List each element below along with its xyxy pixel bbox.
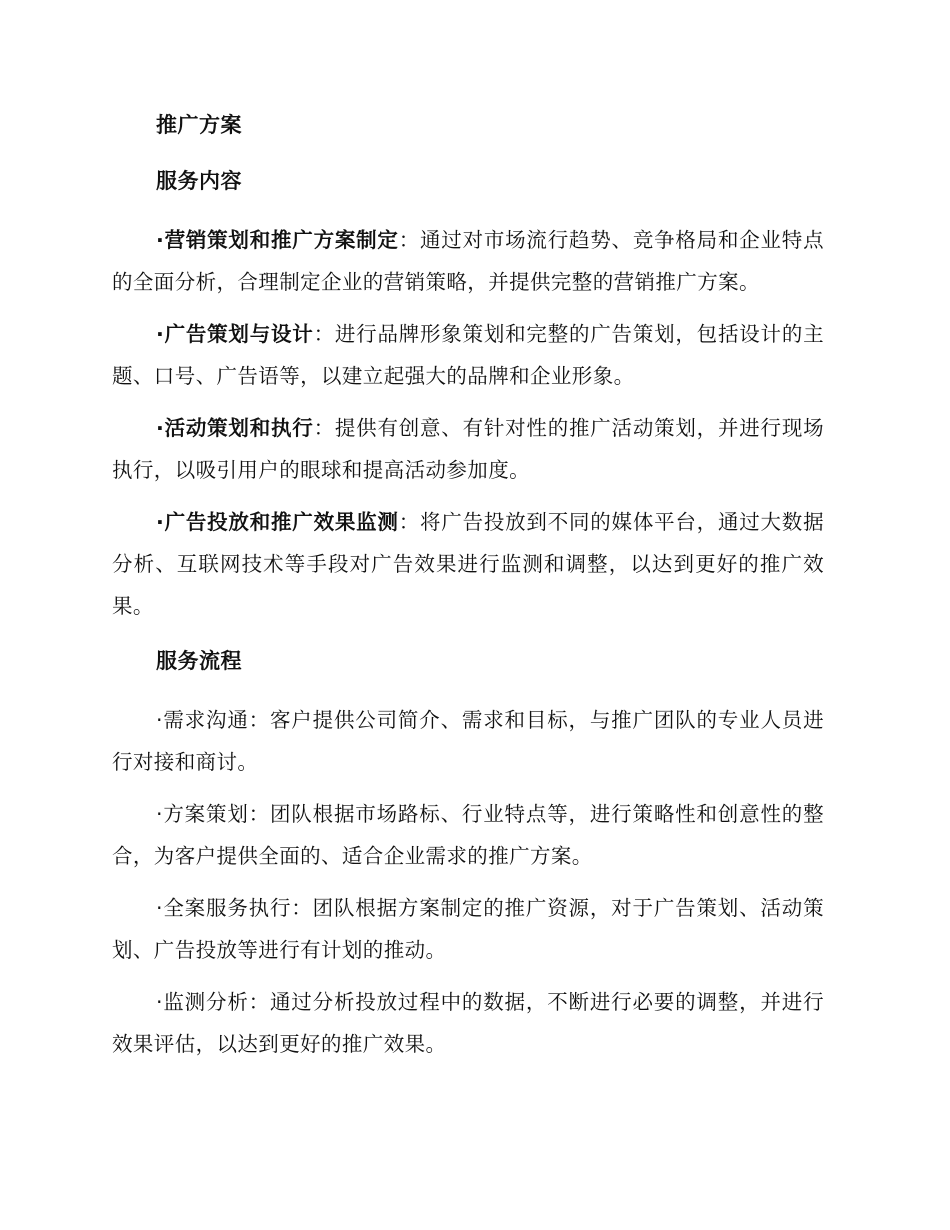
- item-colon: ：: [398, 510, 420, 534]
- bullet-marker: ·: [156, 896, 163, 920]
- list-item: [112, 407, 824, 491]
- bullet-marker: ·: [156, 510, 165, 534]
- item-colon: ：: [313, 416, 335, 440]
- section-heading-service-process: 服务流程: [156, 649, 242, 673]
- item-text: 将广告投放到不同的媒体平台，通过大数据分析、互联网技术等手段对广告效果进行监测和调整，以达到更好的推广效果。: [112, 510, 824, 618]
- item-colon: ：: [398, 228, 420, 252]
- item-text: 团队根据市场路标、行业特点等，进行策略性和创意性的整合，为客户提供全面的、适合企业需求的推广方案。: [112, 802, 824, 868]
- bullet-marker: ·: [156, 708, 163, 732]
- item-colon: ：: [248, 802, 270, 826]
- document-title: 推广方案: [156, 113, 242, 137]
- bullet-marker: ·: [156, 322, 165, 346]
- section-heading-service-content: 服务内容: [156, 169, 242, 193]
- bullet-marker: ·: [156, 416, 165, 440]
- item-term: 方案策划: [162, 802, 249, 826]
- item-colon: ：: [291, 896, 313, 920]
- item-term: 广告投放和推广效果监测: [164, 510, 399, 534]
- list-item: [112, 793, 824, 877]
- item-text: 通过对市场流行趋势、竞争格局和企业特点的全面分析，合理制定企业的营销策略，并提供完整的营销推广方案。: [112, 228, 824, 294]
- item-text: 团队根据方案制定的推广资源，对于广告策划、活动策划、广告投放等进行有计划的推动。: [112, 896, 824, 962]
- list-item: [112, 981, 824, 1065]
- list-item: [112, 219, 824, 303]
- item-term: 营销策划和推广方案制定: [164, 228, 399, 252]
- item-term: 全案服务执行: [162, 896, 292, 920]
- item-term: 需求沟通: [162, 708, 249, 732]
- item-colon: ：: [248, 990, 270, 1014]
- list-item: [112, 887, 824, 971]
- bullet-marker: ·: [156, 990, 163, 1014]
- list-item: [112, 313, 824, 397]
- item-text: 客户提供公司简介、需求和目标，与推广团队的专业人员进行对接和商讨。: [112, 708, 824, 774]
- item-term: 广告策划与设计: [164, 322, 314, 346]
- item-term: 监测分析: [162, 990, 249, 1014]
- bullet-marker: ·: [156, 228, 165, 252]
- list-item: [112, 501, 824, 627]
- item-term: 活动策划和执行: [164, 416, 314, 440]
- item-colon: ：: [313, 322, 335, 346]
- item-colon: ：: [248, 708, 270, 732]
- item-text: 通过分析投放过程中的数据，不断进行必要的调整，并进行效果评估，以达到更好的推广效果。: [112, 990, 824, 1056]
- item-text: 进行品牌形象策划和完整的广告策划，包括设计的主题、口号、广告语等，以建立起强大的品牌和企业形象。: [112, 322, 825, 388]
- bullet-marker: ·: [156, 802, 163, 826]
- list-item: [112, 699, 824, 783]
- document-page: [112, 107, 824, 1075]
- item-text: 提供有创意、有针对性的推广活动策划，并进行现场执行，以吸引用户的眼球和提高活动参加度。: [112, 416, 825, 482]
